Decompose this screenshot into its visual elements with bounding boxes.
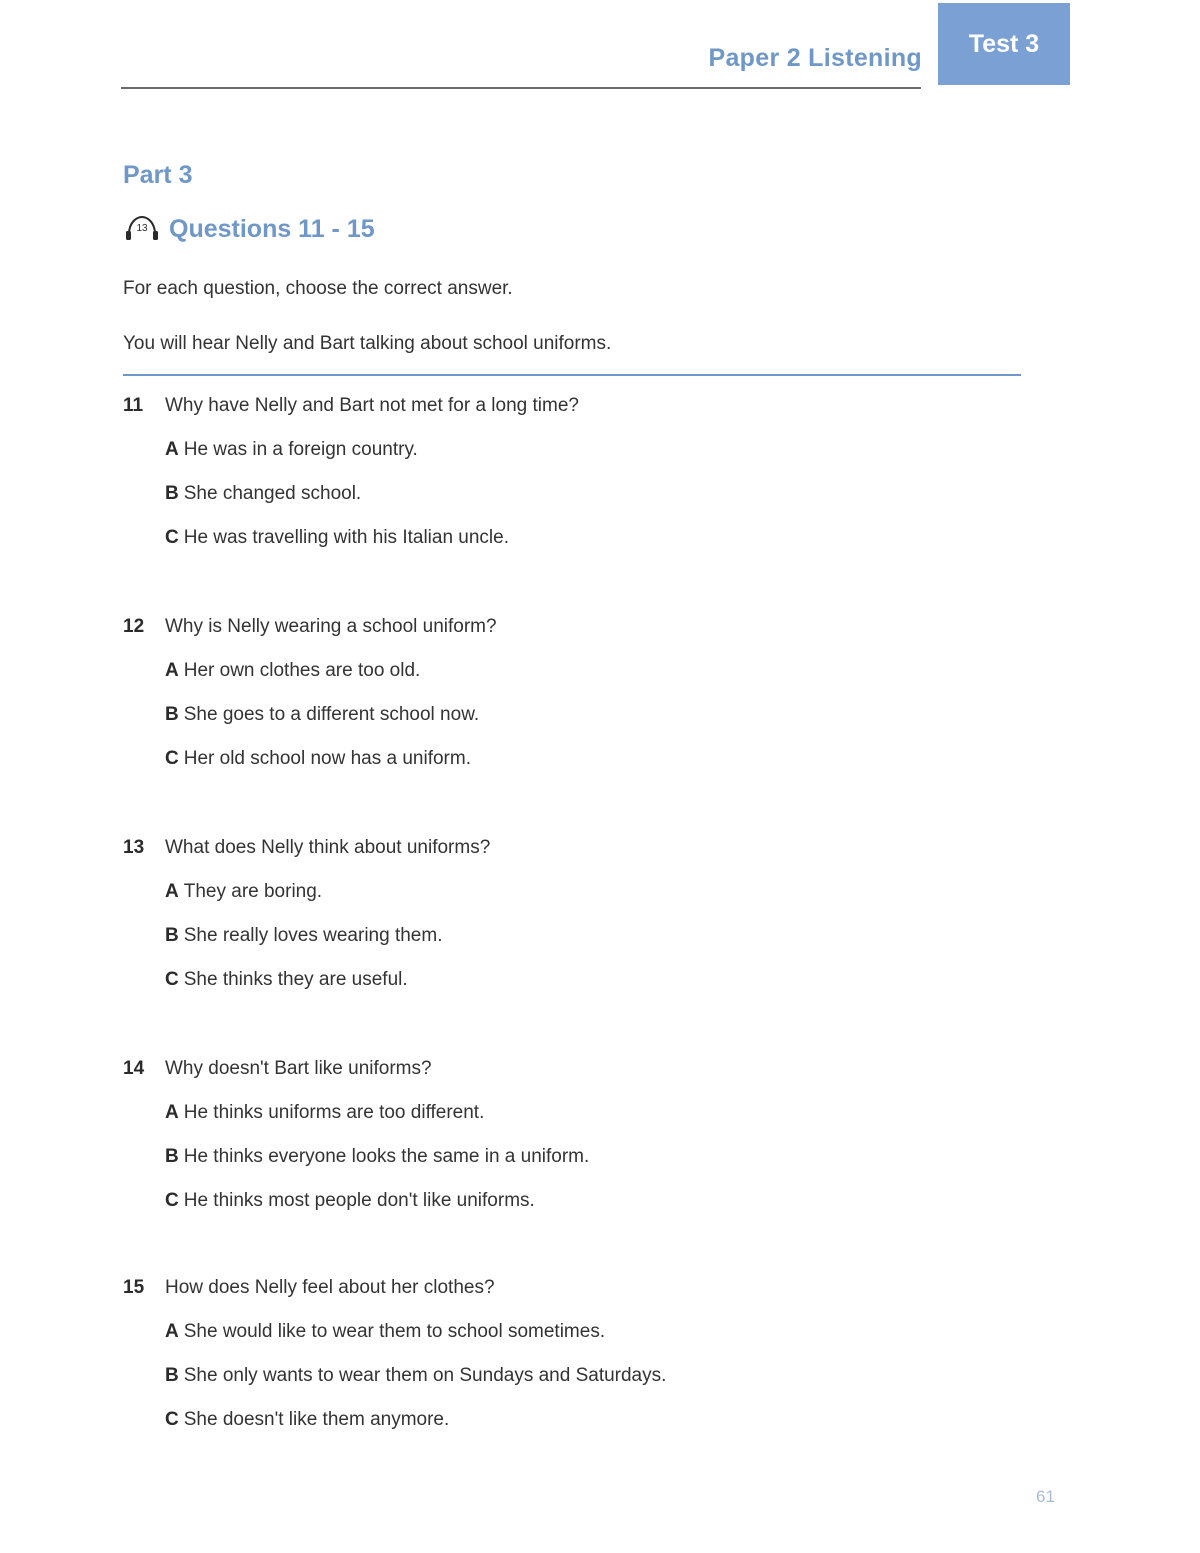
option-text: She changed school.: [183, 483, 362, 504]
option-letter: B: [165, 1146, 179, 1167]
option-letter: A: [165, 1321, 179, 1342]
question-text: What does Nelly think about uniforms?: [165, 837, 491, 858]
option-b[interactable]: [123, 472, 1023, 516]
question-12: [123, 605, 1023, 781]
option-a[interactable]: [123, 1310, 1023, 1354]
option-b[interactable]: [123, 1135, 1023, 1179]
question-stem: [123, 1266, 1023, 1310]
question-text: Why doesn't Bart like uniforms?: [165, 1058, 432, 1079]
option-c[interactable]: [123, 1179, 1023, 1223]
option-letter: C: [165, 1409, 179, 1430]
option-text: She thinks they are useful.: [183, 969, 408, 990]
option-text: She really loves wearing them.: [183, 925, 443, 946]
option-b[interactable]: [123, 914, 1023, 958]
option-text: He thinks most people don't like uniforms.: [183, 1190, 535, 1211]
option-text: She would like to wear them to school sometimes.: [183, 1321, 606, 1342]
option-text: They are boring.: [183, 881, 323, 902]
question-number: 14: [123, 1058, 145, 1079]
option-text: Her own clothes are too old.: [183, 660, 421, 681]
instruction-context: You will hear Nelly and Bart talking about school uniforms.: [123, 333, 612, 354]
option-text: He thinks everyone looks the same in a uniform.: [183, 1146, 590, 1167]
question-number: 13: [123, 837, 145, 858]
option-letter: A: [165, 1102, 179, 1123]
headphones-icon: [123, 214, 161, 244]
option-letter: A: [165, 439, 179, 460]
questions-heading: [123, 214, 375, 244]
question-stem: [123, 605, 1023, 649]
option-a[interactable]: [123, 1091, 1023, 1135]
option-text: He was in a foreign country.: [183, 439, 418, 460]
option-letter: C: [165, 969, 179, 990]
question-14: [123, 1047, 1023, 1223]
question-number: 11: [123, 395, 144, 416]
option-c[interactable]: [123, 737, 1023, 781]
option-letter: C: [165, 527, 179, 548]
test-tab: Test 3: [938, 3, 1070, 85]
option-letter: B: [165, 925, 179, 946]
question-text: How does Nelly feel about her clothes?: [165, 1277, 495, 1298]
option-a[interactable]: [123, 870, 1023, 914]
option-text: Her old school now has a uniform.: [183, 748, 471, 769]
option-letter: B: [165, 1365, 179, 1386]
option-text: She only wants to wear them on Sundays and Saturdays.: [183, 1365, 667, 1386]
header-title: Paper 2 Listening: [708, 44, 922, 72]
header-rule: [121, 87, 921, 89]
instruction-choose: For each question, choose the correct answer.: [123, 278, 513, 299]
question-11: [123, 384, 1023, 560]
question-15: [123, 1266, 1023, 1442]
option-letter: B: [165, 483, 179, 504]
option-text: She goes to a different school now.: [183, 704, 480, 725]
questions-title: Questions 11 - 15: [169, 214, 375, 243]
option-text: She doesn't like them anymore.: [183, 1409, 450, 1430]
option-letter: A: [165, 881, 179, 902]
option-c[interactable]: [123, 1398, 1023, 1442]
option-letter: A: [165, 660, 179, 681]
page-number: 61: [1036, 1487, 1055, 1506]
question-stem: [123, 384, 1023, 428]
option-b[interactable]: [123, 1354, 1023, 1398]
option-a[interactable]: [123, 428, 1023, 472]
option-c[interactable]: [123, 516, 1023, 560]
question-stem: [123, 826, 1023, 870]
question-text: Why have Nelly and Bart not met for a long time?: [165, 395, 579, 416]
section-rule: [123, 374, 1021, 376]
option-b[interactable]: [123, 693, 1023, 737]
option-a[interactable]: [123, 649, 1023, 693]
audio-track-number: 13: [136, 223, 148, 234]
question-number: 15: [123, 1277, 145, 1298]
option-letter: C: [165, 1190, 179, 1211]
part-title: Part 3: [123, 161, 193, 189]
option-c[interactable]: [123, 958, 1023, 1002]
option-text: He thinks uniforms are too different.: [183, 1102, 485, 1123]
question-text: Why is Nelly wearing a school uniform?: [165, 616, 497, 637]
option-text: He was travelling with his Italian uncle.: [183, 527, 509, 548]
question-number: 12: [123, 616, 145, 637]
question-13: [123, 826, 1023, 1002]
option-letter: C: [165, 748, 179, 769]
question-stem: [123, 1047, 1023, 1091]
option-letter: B: [165, 704, 179, 725]
